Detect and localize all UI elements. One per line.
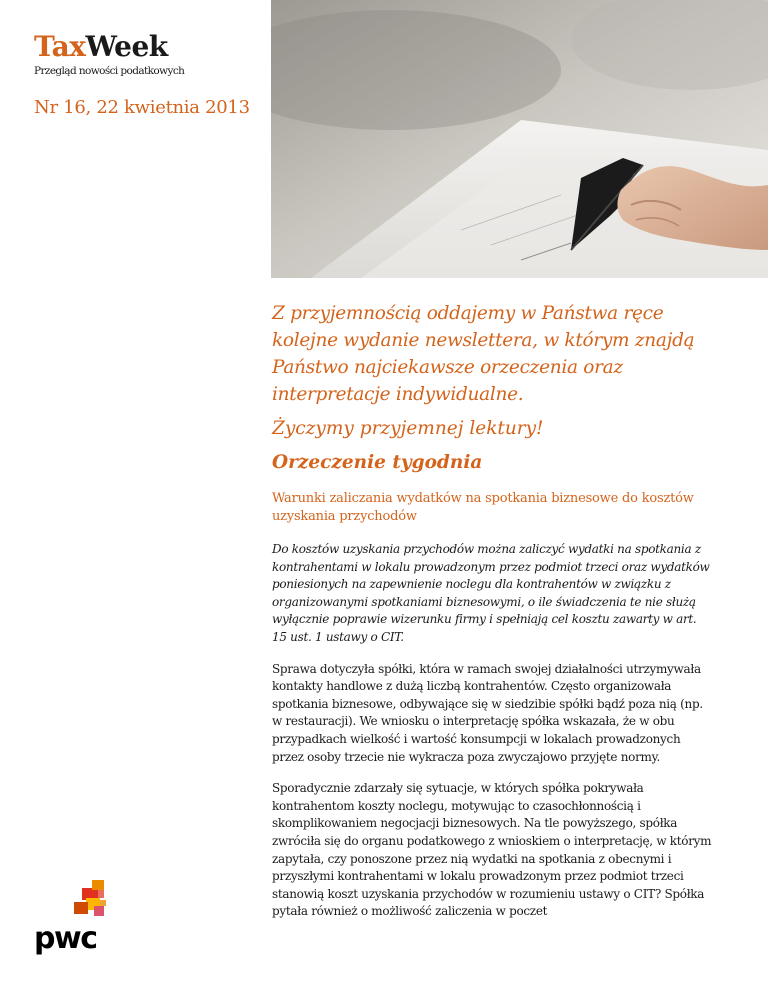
main-content [272, 300, 712, 921]
pwc-logo [34, 880, 114, 962]
section-title: Orzeczenie tygodnia [272, 452, 483, 473]
header-photo [271, 0, 768, 278]
brand-subtitle: Przegląd nowości podatkowych [34, 65, 185, 77]
masthead [34, 30, 184, 77]
brand-tax: Tax [34, 30, 86, 63]
article-paragraph-1: Sprawa dotyczyła spółki, która w ramach swojej działalności utrzymywała kontakty handlowe z dużą liczbą kontrahentów. Często organizowała spotkania biznesowe, odbywające się w siedzibie spółki bądź poza nią (np. w restauracji). We wniosku o interpretację spółka wskazała, że w obu przypadkach wielkość i wartość konsumpcji w lokalach prowadzonych przez osoby trzecie nie wykracza poza zwyczajowo przyjęte normy. [272, 661, 703, 764]
issue-number-date: Nr 16, 22 kwietnia 2013 [34, 97, 250, 118]
reading-wish: Życzymy przyjemnej lektury! [272, 418, 544, 439]
brand-title [34, 30, 184, 64]
pwc-logo-text: pwc [34, 921, 97, 956]
article-paragraph-2: Sporadycznie zdarzały się sytuacje, w których spółka pokrywała kontrahentom koszty noclegu, motywując to czasochłonnością i skomplikowaniem negocjacji biznesowych. Na tle powyższego, spółka zwróciła się do organu podatkowego z wnioskiem o interpretację, w którym zapytała, czy ponoszone przez nią wydatki na spotkania z obecnymi i przyszłymi kontrahentami w lokalu prowadzonym przez podmiot trzeci stanowią koszt uzyskania przychodów w rozumieniu ustawy o CIT? Spółka pytała również o możliwość zaliczenia w poczet [272, 781, 712, 919]
article-headline: Warunki zaliczania wydatków na spotkania biznesowe do kosztów uzyskania przychodów [272, 491, 694, 524]
intro-text: Z przyjemnością oddajemy w Państwa ręce kolejne wydanie newslettera, w którym znajdą Państwo najciekawsze orzeczenia oraz interpretacje indywidualne. [272, 303, 695, 405]
pwc-logo-blocks-icon [34, 880, 114, 925]
hand-writing-photo-icon [271, 0, 768, 278]
brand-week: Week [85, 30, 168, 63]
article-lead: Do kosztów uzyskania przychodów można zaliczyć wydatki na spotkania z kontrahentami w lokalu prowadzonym przez podmiot trzeci oraz wydatków poniesionych na zapewnienie noclegu dla kontrahentów w związku z organizowanymi spotkaniami biznesowymi, o ile świadczenia te nie służą wyłącznie poprawie wizerunku firmy i spełniają cel kosztu zawarty w art. 15 ust. 1 ustawy o CIT. [272, 542, 710, 644]
